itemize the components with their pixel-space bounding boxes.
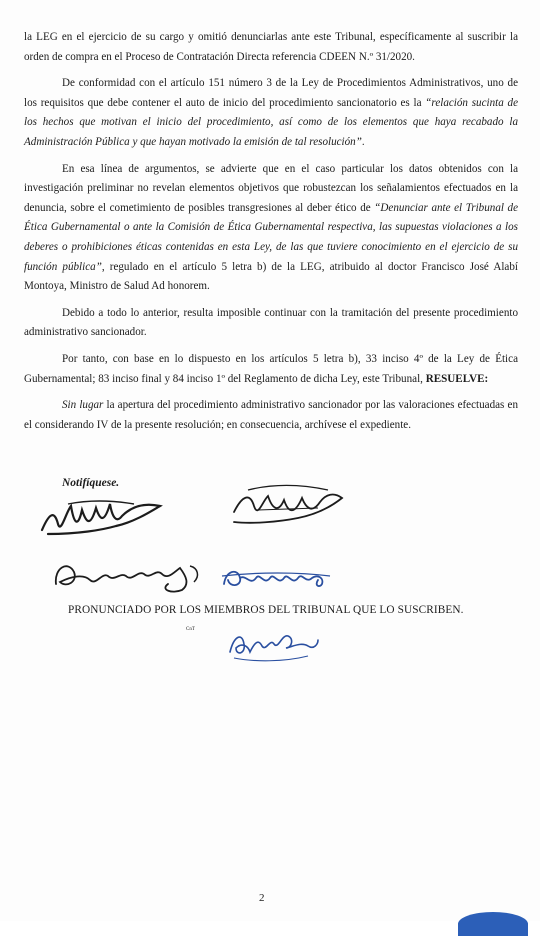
signature-2 — [228, 482, 348, 530]
signatures-statement: PRONUNCIADO POR LOS MIEMBROS DEL TRIBUNAL QUE LO SUSCRIBEN. — [68, 604, 464, 616]
corner-stamp-fragment — [458, 912, 528, 936]
paragraph-6-lead: Sin lugar — [62, 399, 104, 412]
paragraph-3-end: , regulado en el artículo 5 letra b) de la LEG, atribuido al doctor Francisco José Alabí Montoya, Ministro de Salud Ad honorem. — [24, 260, 518, 293]
paragraph-4-text: Debido a todo lo anterior, resulta imposible continuar con la tramitación del presente procedimiento administrativo sancionador. — [24, 306, 518, 339]
initials-mark: CnT — [186, 627, 195, 632]
paragraph-2-quote: “relación sucinta de los hechos que motivan el inicio del procedimiento, así como de los elementos que haya recabado la Administración Pública y que hayan motivado la emisión de tal resolución” — [24, 96, 518, 148]
paragraph-2-end: . — [361, 135, 365, 148]
paragraph-3-text: En esa línea de argumentos, se advierte que en el caso particular los datos obtenidos con la investigación preliminar no revelan elementos objetivos que robustezcan los señalamientos efectuados en la denuncia, sobre el cometimiento de posibles transgresiones al deber ético de — [24, 162, 518, 214]
paragraph-6 — [24, 396, 518, 435]
signature-5 — [224, 624, 324, 666]
paragraph-4 — [24, 304, 518, 343]
paragraph-5 — [24, 350, 518, 389]
paragraph-3 — [24, 160, 518, 297]
page-number: 2 — [259, 892, 265, 904]
signature-3 — [50, 554, 210, 596]
paragraph-3-quote: “Denunciar ante el Tribunal de Ética Gubernamental o ante la Comisión de Ética Gubernamental respectiva, las supuestas violaciones a los deberes o prohibiciones éticas contenidas en esta Ley, de las que tuviere conocimiento en el ejercicio de su función pública” — [24, 201, 519, 273]
notification-label: Notifíquese. — [62, 477, 120, 489]
paragraph-1-text: la LEG en el ejercicio de su cargo y omitió denunciarlas ante este Tribunal, específicamente al suscribir la orden de compra en el Proceso de Contratación Directa referencia CDEEN N.º 31/2020. — [24, 31, 518, 63]
paragraph-1 — [24, 28, 518, 67]
paragraph-6-text: la apertura del procedimiento administrativo sancionador por las valoraciones efectuadas en el considerando IV de la presente resolución; en consecuencia, archívese el expediente. — [24, 399, 518, 431]
signature-1 — [38, 494, 168, 538]
paragraph-2 — [24, 74, 518, 152]
resolve-heading: RESUELVE: — [425, 372, 489, 385]
paragraph-5-text: Por tanto, con base en lo dispuesto en los artículos 5 letra b), 33 inciso 4º de la Ley de Ética Gubernamental; 83 inciso final y 84 inciso 1º del Reglamento de dicha Ley, este Tribunal, — [24, 352, 518, 385]
resolution-body — [24, 28, 518, 442]
paragraph-2-text: De conformidad con el artículo 151 número 3 de la Ley de Procedimientos Administrativos, uno de los requisitos que debe contener el auto de inicio del procedimiento sancionatorio es la — [24, 77, 518, 109]
signature-4 — [218, 562, 338, 596]
